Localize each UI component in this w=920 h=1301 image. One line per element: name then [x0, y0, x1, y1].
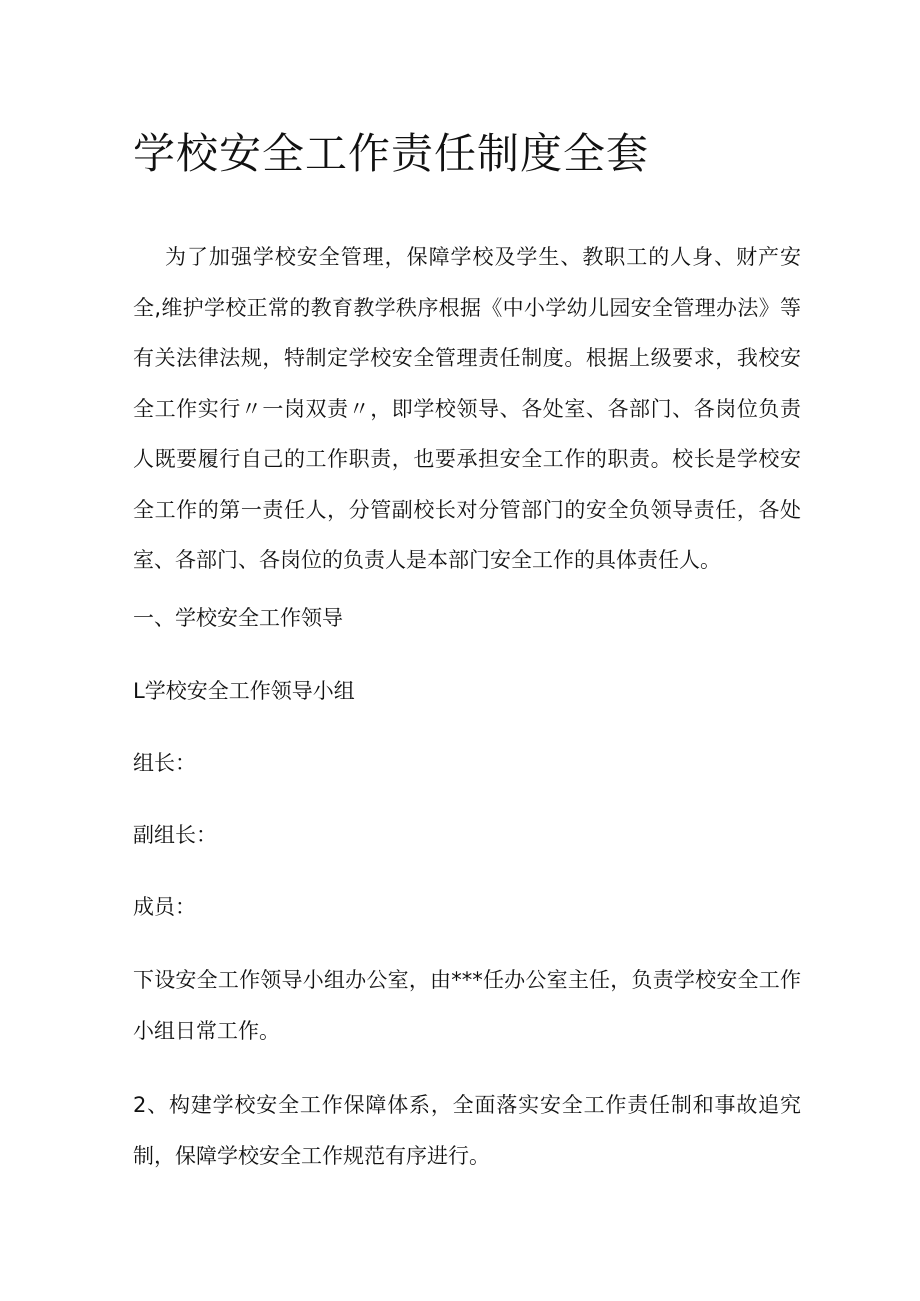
leader-label: 组长：: [133, 751, 196, 775]
section-heading-leadership: 一、学校安全工作领导: [133, 606, 343, 630]
item-heading-leadership-group: L学校安全工作领导小组: [133, 679, 355, 703]
item-two-paragraph: 2、构建学校安全工作保障体系，全面落实安全工作责任制和事故追究制，保障学校安全工作规范有序进行。: [133, 1093, 801, 1168]
intro-paragraph: 为了加强学校安全管理，保障学校及学生、教职工的人身、财产安全,维护学校正常的教育教学秩序根据《中小学幼儿园安全管理办法》等有关法律法规，特制定学校安全管理责任制度。根据上级要求，我校安全工作实行〃一岗双责〃，即学校领导、各处室、各部门、各岗位负责人既要履行自己的工作职责，也要承担安全工作的职责。校长是学校安全工作的第一责任人，分管副校长对分管部门的安全负领导责任，各处室、各部门、各岗位的负责人是本部门安全工作的具体责任人。: [133, 245, 801, 572]
office-paragraph: 下设安全工作领导小组办公室，由***任办公室主任，负责学校安全工作小组日常工作。: [133, 968, 801, 1043]
document-title: 学校安全工作责任制度全套: [133, 129, 650, 178]
deputy-leader-label: 副组长：: [133, 823, 217, 847]
members-label: 成员：: [133, 895, 196, 919]
